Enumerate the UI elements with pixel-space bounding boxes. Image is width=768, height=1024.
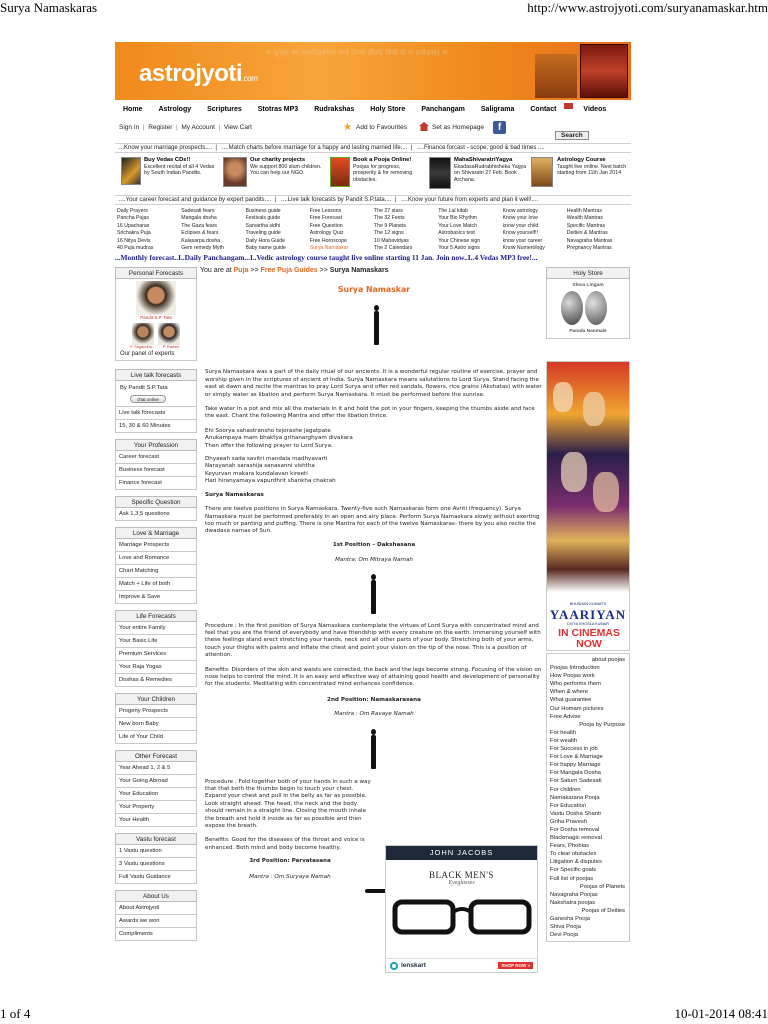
sidebar-item[interactable]: Your entire Family	[115, 622, 197, 635]
video-icon	[564, 103, 573, 109]
position-1-heading: 1st Position – Dakshasana	[332, 541, 416, 548]
sidebar-item[interactable]: Your Basic Life	[115, 635, 197, 648]
sidebar-item[interactable]: Life of Your Child	[115, 731, 197, 744]
promo-row	[117, 155, 633, 193]
movie-title: YAARIYAN	[549, 607, 627, 622]
sidebar-item[interactable]: 3 Vastu questions	[115, 858, 197, 871]
nav-item[interactable]: Home	[123, 106, 143, 113]
quick-link[interactable]: 10 Mahavidyas	[374, 237, 409, 244]
quick-link[interactable]: The 27 stars	[374, 208, 403, 214]
quick-link[interactable]: know your career	[502, 237, 543, 244]
sidebar-item[interactable]: Compliments	[115, 928, 197, 941]
nav-item[interactable]: Astrology	[158, 106, 192, 113]
pooja-list-item[interactable]: Full list of poojas	[550, 875, 594, 882]
quick-link[interactable]: Free Forecast	[309, 215, 343, 222]
pooja-list-item[interactable]: Vastu Dosha Shanti	[550, 810, 601, 817]
site-logo[interactable]: astrojyoti.com	[139, 60, 258, 87]
pooja-list-item[interactable]: To clear obstacles	[550, 851, 597, 858]
pooja-list	[546, 653, 630, 942]
quick-link[interactable]: Kalasarpa dosha	[181, 237, 221, 244]
quick-link[interactable]: Daily Prayers	[117, 208, 148, 214]
movie-ad[interactable]	[546, 361, 630, 651]
register-link[interactable]: Register	[148, 124, 173, 131]
ticker-bottom: ....Your career forecast and guidance by expert pandits.... | ....Live talk forecasts by Pandit S.P.tata.... | ....Know your future from experts and plan it well!....	[115, 195, 631, 205]
sign-in-link[interactable]: Sign In	[119, 124, 140, 131]
eyeglasses-ad[interactable]	[385, 845, 538, 973]
pooja-list-item[interactable]: Namakarana Pooja	[550, 794, 600, 801]
standing-figure-icon	[368, 574, 378, 614]
movie-cta: IN CINEMAS NOW	[558, 627, 620, 650]
pooja-list-item[interactable]: For wealth	[550, 737, 578, 744]
position-2-benefits: Benefits: Good for the diseases of the throat and voice is enhanced. Both mind and body become healthy.	[205, 837, 365, 851]
quick-link[interactable]: The Lal kitab	[438, 208, 468, 214]
sidebar-item[interactable]: Your Going Abroad	[115, 775, 197, 788]
quick-link[interactable]: The 9 Planets	[374, 222, 407, 229]
ticker-item[interactable]: ...Know your marriage prospects....	[119, 145, 213, 151]
pooja-list-item[interactable]: Blackmagic removal	[550, 835, 602, 842]
print-footer-datetime: 10-01-2014 08:41	[674, 1006, 768, 1021]
quick-link[interactable]: Know yourself!!	[502, 230, 538, 237]
quick-link[interactable]: Festivals guide	[245, 215, 281, 222]
quick-link[interactable]: 16 Nitya Devis	[117, 237, 151, 244]
expert-name: Pandit S.P. Tata	[140, 315, 172, 320]
actor-image	[553, 382, 573, 412]
breadcrumb: You are at Puja >> Free Puja Guides >> Surya Namaskars	[200, 267, 389, 274]
search-button[interactable]: Search	[555, 131, 589, 140]
sidebar-item[interactable]: Finance forecast	[115, 477, 197, 490]
sidebar-item[interactable]: Career forecast	[115, 451, 197, 464]
quick-link[interactable]: Baby name guide	[245, 245, 286, 252]
account-bar: Sign In | Register | My Account | View Cart ★ Add to Favourites Set as Homepage f Search	[119, 124, 633, 138]
actor-image	[583, 392, 605, 426]
pooja-list-heading: Pooja by Purpose	[579, 721, 625, 728]
namaskaras-heading: Surya Namaskaras	[205, 491, 264, 498]
sidebar-item[interactable]: Doshas & Remedies	[115, 674, 197, 687]
actor-image	[561, 452, 587, 492]
pooja-list-item[interactable]: How Poojas work	[550, 673, 595, 680]
set-as-homepage-link[interactable]: Set as Homepage	[432, 124, 485, 131]
pooja-list-item[interactable]: Griha Pravesh	[550, 818, 588, 825]
pooja-list-item[interactable]: For Saturn Sadesati	[550, 778, 602, 785]
sidebar-section-heading: Your Children	[115, 693, 197, 705]
pooja-list-item[interactable]: For Success in job	[550, 746, 598, 753]
pooja-list-item[interactable]: Devi Pooja	[550, 932, 579, 939]
sidebar-item[interactable]: Chart Matching	[115, 565, 197, 578]
print-header-url: http://www.astrojyoti.com/suryanamaskar.htm	[527, 0, 768, 15]
quick-link[interactable]: Specific Mantras	[566, 222, 606, 229]
nav-item[interactable]: Saligrama	[480, 106, 515, 113]
sidebar-section-heading: Vastu forecast	[115, 833, 197, 845]
pooja-list-item[interactable]: Navagraha Poojas	[550, 891, 598, 898]
position-1-procedure: Procedure : In the first position of Surya Namaskara contemplate the virtues of Lord Surya with concentrated mind and feel that you are the friend of everybody and have friendship with every creature on the earth. Immersing yourself with these feelings stand erect stretching your hands, neck and all other parts of your body. Stretching both of your arms, touch your thighs with palms and inflate the chest and point your vision on the tip of the nose. This is a position of attention.	[205, 622, 541, 659]
ticker-item[interactable]: ....Your career forecast and guidance by expert pandits....	[119, 197, 272, 203]
sidebar-item[interactable]: Your Raja Yogas	[115, 661, 197, 674]
promo-charity[interactable]: Our charity projects We support 800 slum children. You can help our NGO.	[250, 157, 322, 176]
promo-shivaratri[interactable]: MahaShivaratriYagya EkadasaRudrabhisheka Yagya on Shivaratri 27 Feb. Book Archana.	[454, 157, 527, 183]
quick-link[interactable]: 40 Puja mudras	[117, 245, 154, 252]
pooja-list-item[interactable]: Fears, Phobias	[550, 843, 589, 850]
ticker-item[interactable]: ....Know your future from experts and plan it well!....	[401, 197, 539, 203]
sidebar-section-heading: Specific Question	[115, 496, 197, 508]
pooja-list-item[interactable]: Who performs them	[550, 681, 601, 688]
sidebar-section-heading: About Us	[115, 890, 197, 902]
ticker-item[interactable]: ....Finance forcast - scope, good & bad times ....	[417, 145, 545, 151]
quick-link[interactable]: Astrobasics test	[438, 230, 475, 237]
pooja-list-item[interactable]: For Specific goals	[550, 867, 597, 874]
position-1-benefits: Benefits: Disorders of the skin and waists are corrected, the back and the legs become strong. Focusing of the vision on nose helps to control the mind. It is an easy and effective way of attaining good health and development of personality for the students. Meditating with concentrated mind enhances confidence.	[205, 666, 542, 688]
pooja-list-item[interactable]: Shiva Pooja	[550, 924, 581, 931]
position-3-heading: 3rd Position: Parvatasana	[249, 858, 331, 865]
quick-link[interactable]: Health Mantras	[566, 208, 602, 214]
quick-link[interactable]: The 32 Feets	[374, 215, 405, 222]
quick-link[interactable]: Srichakra Puja	[117, 230, 151, 237]
sidebar-item[interactable]: Ask 1,3,5 questions	[115, 508, 197, 521]
site-banner	[115, 42, 631, 100]
holy-store-heading: Holy Store	[546, 267, 630, 279]
star-icon: ★	[343, 122, 352, 133]
ad-shop-button[interactable]: SHOP NOW »	[498, 962, 533, 969]
ticker-item[interactable]: ....Match charts before marriage for a happy and lasting married life....	[221, 145, 408, 151]
promo-course[interactable]: Astrology Course Taught live online. Next batch starting from 11th Jan 2014	[557, 157, 627, 176]
sidebar-item[interactable]: 1 Vastu question	[115, 845, 197, 858]
ad-footer	[386, 958, 537, 972]
nav-item[interactable]: Stotras MP3	[257, 106, 299, 113]
ad-headline: BLACK MEN'S	[429, 870, 494, 880]
quick-link[interactable]: Daily Hora Guide	[245, 237, 285, 244]
sidebar-item[interactable]: Premium Services	[115, 648, 197, 661]
add-to-favourites-link[interactable]: Add to Favourites	[356, 124, 407, 131]
sidebar-sections	[115, 433, 197, 941]
main-nav	[115, 103, 631, 117]
pooja-list-item[interactable]: Litigation & disputes	[550, 859, 602, 866]
quick-link[interactable]: Your Chinese sign	[438, 237, 481, 244]
nav-item[interactable]: Holy Store	[370, 106, 406, 113]
eyeglasses-image	[387, 894, 537, 944]
sidebar-item[interactable]: Marriage Prospects	[115, 539, 197, 552]
breadcrumb-puja-link[interactable]: Puja	[233, 267, 249, 274]
sidebar-item[interactable]: Love and Romance	[115, 552, 197, 565]
sidebar-item[interactable]: Match + Life of both	[115, 578, 197, 591]
sidebar-item[interactable]: Progeny Prospects	[115, 705, 197, 718]
nav-item[interactable]: Panchangam	[421, 106, 465, 113]
quick-link[interactable]: Astrology Quiz	[309, 230, 344, 237]
quick-link[interactable]: Wealth Mantras	[566, 215, 603, 222]
ticker-top: ...Know your marriage prospects.... | ....Match charts before marriage for a happy and lasting married life.... | ....Finance forcast - scope, good & bad times ....	[115, 143, 631, 153]
pooja-list-item[interactable]: Poojas Introduction	[550, 665, 600, 672]
astrology-course-image[interactable]	[531, 157, 553, 187]
home-icon	[419, 122, 429, 131]
quick-link[interactable]: Pancha Pujas	[117, 215, 150, 222]
breadcrumb-current: Surya Namaskars	[329, 267, 389, 274]
position-2-procedure: Procedure : Fold together both of your hands in such a way that that both the thumbs begin to touch your chest. Expand your chest and pull in the belly as far as possible. Look straight ahead. The head, the neck and the body should remain in a straight line. Closing the mouth inhale the breath and hold it inside as far as possible and then expose the breath.	[205, 778, 371, 830]
view-cart-link[interactable]: View Cart	[223, 124, 252, 131]
main-content	[205, 283, 543, 893]
sidebar-item[interactable]: Your Property	[115, 801, 197, 814]
left-sidebar	[115, 267, 197, 941]
right-sidebar	[546, 267, 630, 942]
print-footer-page: 1 of 4	[0, 1006, 31, 1021]
expert-name: P. Rathee	[162, 345, 180, 349]
sidebar-item[interactable]: Awards we won	[115, 915, 197, 928]
pooja-list-heading: Poojas of Deities	[581, 907, 625, 914]
quick-link[interactable]: Sarvartha sidhi	[245, 222, 281, 229]
quick-link[interactable]: Free Horoscope	[309, 237, 347, 244]
print-header-title: Surya Namaskaras	[0, 0, 98, 15]
quick-link[interactable]: Free Lessons	[309, 208, 342, 214]
position-2-heading: 2nd Position: Namaskarasana	[327, 696, 421, 703]
sidebar-item[interactable]: About Astrojyoti	[115, 902, 197, 915]
product-label: Shiva Lingam	[572, 283, 604, 288]
quick-link[interactable]: The 12 signs	[374, 230, 404, 237]
posture-illustration	[205, 719, 543, 779]
pooja-list-item[interactable]: For Mangala Dosha	[550, 770, 601, 777]
live-talk-heading: Live talk forecasts	[115, 369, 197, 381]
deity-image	[580, 44, 628, 98]
lenskart-logo-icon	[390, 962, 398, 970]
pooja-list-item[interactable]: When & where	[550, 689, 589, 696]
sidebar-section-heading: Love & Marriage	[115, 527, 197, 539]
pooja-list-item[interactable]: For Education	[550, 802, 587, 809]
posture-illustration	[205, 565, 543, 623]
nav-item[interactable]: Videos	[583, 106, 607, 113]
expert-photo	[136, 281, 176, 315]
quick-link[interactable]: Gem remedy Myth	[181, 245, 224, 252]
quick-link[interactable]: Know Numerology	[502, 245, 545, 252]
live-talk-by: By Pandit S.P.Tata	[120, 385, 168, 391]
marquee-announcement[interactable]: ...Monthly forecast..I..Daily Panchangam...I..Vedic astrology course taught live online starting 11 Jan. Join now..I..4 Vedas MP3 free!...	[115, 253, 538, 262]
quick-link[interactable]: 16 Upacharas	[117, 222, 150, 229]
quick-link[interactable]: Your 5 Astro signs	[438, 245, 480, 252]
movie-byline: DIVYA KHOSLA KUMAR	[567, 622, 609, 626]
pooja-list-heading: Poojas of Planets	[579, 883, 625, 890]
sidebar-item[interactable]: Business forecast	[115, 464, 197, 477]
chat-online-button[interactable]: chat online	[130, 395, 166, 403]
shivalingam-image	[585, 291, 607, 325]
sidebar-item[interactable]: Your Health	[115, 814, 197, 827]
nav-item[interactable]: Contact	[530, 106, 557, 113]
quick-link[interactable]: Eclipses & fears	[181, 230, 219, 237]
live-talk-box	[115, 381, 197, 407]
pooja-list-item[interactable]: For Love & Marriage	[550, 754, 603, 761]
pooja-list-item[interactable]: For children	[550, 786, 581, 793]
sidebar-section-heading: Your Profession	[115, 439, 197, 451]
sidebar-item[interactable]: Full Vastu Guidance	[115, 871, 197, 884]
pooja-list-item[interactable]: For Dosha removal	[550, 826, 600, 833]
pooja-list-item[interactable]: Ganesha Pooja	[550, 916, 590, 922]
pooja-list-item[interactable]: For happy Marriage	[550, 762, 601, 769]
water-paragraph: Take water in a pot and mix all the materials in it and hold the pot in your fingers, keeping the thumbs aside and face the east. Chant the following Mantra and offer the libation thrice.	[205, 406, 535, 420]
quick-link[interactable]: Your Bio Rhythm	[438, 215, 477, 222]
sidebar-section-heading: Life Forecasts	[115, 610, 197, 622]
quick-link[interactable]: Know your love	[502, 215, 538, 222]
quick-link[interactable]: The 2 Calendars	[374, 245, 413, 252]
position-2-mantra: Mantra : Om Ravaye Namah	[334, 711, 414, 718]
mantra-lines-2: Dhyaeah sada savitri mandala madhyavarti Narayanah sarashija sanasanni vishtha Keyurvan makara kundalavan kireeti Hari hiranyamaya vapurdhrit shankha chakrah	[205, 456, 336, 485]
actor-image	[593, 472, 619, 512]
shivalingam-image	[561, 291, 583, 325]
sidebar-item[interactable]: Improve & Save	[115, 591, 197, 604]
quick-link[interactable]: Pregnancy Mantras	[566, 245, 612, 252]
page-title: Surya Namaskar	[337, 285, 411, 294]
quick-link[interactable]: Free Question	[309, 222, 343, 229]
quick-link[interactable]: Navagraha Mantras	[566, 237, 613, 244]
breadcrumb-guides-link[interactable]: Free Puja Guides	[260, 267, 318, 274]
mantra-lines-1: Ehi Soorya sahastransho tejorashe jagatpate Anukampaya mam bhaktya grihanarghyam divakara Then offer the following prayer to Lord Surya.	[205, 427, 353, 449]
nav-item[interactable]: Rudrakshas	[314, 106, 355, 113]
vedas-cd-image[interactable]	[121, 157, 141, 185]
personal-forecasts-heading: Personal Forecasts	[115, 267, 197, 279]
position-3-mantra: Mantra : Om Suryaya Namah	[249, 873, 331, 880]
ticker-item[interactable]: ....Live talk forecasts by Pandit S.P.tata....	[281, 197, 392, 203]
quick-link[interactable]: Deities & Mantras	[566, 230, 608, 237]
sidebar-item[interactable]: Live talk forecasts	[115, 407, 197, 420]
ad-brand: JOHN JACOBS	[386, 846, 537, 860]
ad-partner: lenskart	[401, 962, 426, 969]
expert-name: P. Sugandha	[130, 345, 152, 349]
pooja-list-item[interactable]: Nakshatra poojas	[550, 899, 596, 906]
quick-link[interactable]: Sadesati fears	[181, 208, 215, 214]
quick-link[interactable]: Surya Namaskar	[309, 245, 349, 252]
product-label: Parada Nanmale	[569, 329, 607, 334]
sidebar-item[interactable]: Year Ahead 1, 2 & 5	[115, 762, 197, 775]
pooja-list-item[interactable]: Free Advise	[550, 713, 581, 720]
quick-link[interactable]: The Gaza fears	[181, 222, 218, 229]
pooja-list-item[interactable]: What guarantee	[550, 697, 592, 704]
facebook-icon[interactable]: f	[493, 121, 506, 134]
sidebar-item[interactable]: New born Baby	[115, 718, 197, 731]
pooja-list-heading: about poojas	[591, 657, 625, 663]
movie-presenter: BHUSHAN KUMAR'S	[569, 602, 607, 606]
standing-figure-icon	[371, 305, 381, 345]
namaskaras-paragraph: There are twelve positions in Surya Namaskara. Twenty-five such Namaskaras form one Avriti (frequency). Surya Namaskara must be performed preferably in an open and airy place. Perform Surya Namaskara slowly without exerting too much or panting and puffing. There is one Mantra for each of the twelve Namaskaras- there by you also recite the dwadasa namas of Sun.	[205, 506, 540, 535]
quick-link[interactable]: Your Love Match	[438, 222, 477, 229]
expert-photo	[132, 323, 154, 345]
quick-link[interactable]: Mangala dosha	[181, 215, 217, 222]
expert-panel[interactable]	[115, 279, 197, 361]
sidebar-item[interactable]: 15, 30 & 60 Minutes	[115, 420, 197, 433]
sidebar-item[interactable]: Your Education	[115, 788, 197, 801]
position-1-mantra: Mantra: Om Mitraya Namah	[335, 557, 413, 564]
nav-item[interactable]: Scriptures	[207, 106, 242, 113]
holy-store-product[interactable]	[546, 279, 630, 339]
quick-link[interactable]: Business guide	[245, 208, 281, 214]
intro-paragraph: Surya Namaskara was a part of the daily ritual of our ancients. It is a wonderful regular routine of exercise, prayer and worship given in the scriptures of ancient of India. Surya Namaskara means salutations to Lord Surya. Stand facing the east at dawn and recite the mantras to pray Lord Surya and offer red sandals, flowers, rice grains (Akshatas) with water or simply water as libation and perform Surya Namaskara. It must be performed before the sunrise.	[205, 369, 542, 398]
banner-decoration: ॐ भूर्भुवः स्वः तत्सवितुर्वरेण्यं भर्गो देवस्य धीमहि धियो यो नः प्रचोदयात् ॐ	[265, 49, 448, 57]
charity-child-image[interactable]	[223, 157, 247, 187]
ad-subline: Eyeglasses	[448, 880, 475, 886]
pooja-list-item[interactable]: For health	[550, 729, 577, 736]
pooja-list-item[interactable]: Our Homam pictures	[550, 705, 604, 712]
temple-image	[535, 54, 577, 98]
quick-link[interactable]: know your child	[502, 222, 539, 229]
pooja-fire-image[interactable]	[330, 157, 350, 187]
quick-link[interactable]: Know astrology	[502, 208, 538, 214]
promo-pooja[interactable]: Book a Pooja Online! Poojas for progress, prosperity & for removing obstacles.	[353, 157, 413, 183]
quick-link-grid	[117, 208, 631, 252]
shivalinga-image[interactable]	[429, 157, 451, 189]
promo-vedas[interactable]: Buy Vedas CDs!! Excellent recital of all 4 Vedas by South Indian Pandits.	[144, 157, 215, 176]
sidebar-section-heading: Other Forecast	[115, 750, 197, 762]
expert-photo	[158, 323, 180, 345]
standing-figure-icon	[368, 729, 378, 769]
posture-illustration	[205, 293, 543, 369]
panel-caption: Our panel of experts	[120, 351, 175, 357]
quick-link[interactable]: Traveling guide	[245, 230, 281, 237]
my-account-link[interactable]: My Account	[181, 124, 215, 131]
